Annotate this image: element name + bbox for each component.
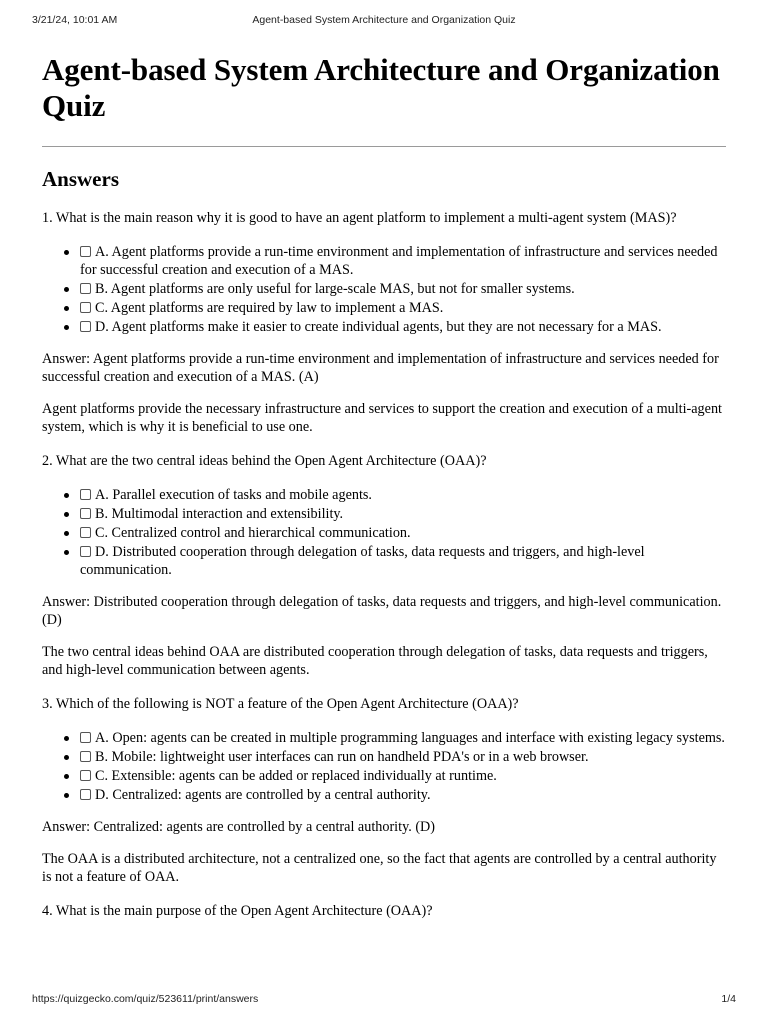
- option-item: [80, 767, 726, 785]
- print-header: [0, 14, 768, 30]
- checkbox[interactable]: [80, 732, 91, 743]
- option-label: B. Multimodal interaction and extensibility.: [95, 506, 344, 522]
- option-item: [80, 280, 726, 298]
- checkbox[interactable]: [80, 489, 91, 500]
- checkbox[interactable]: [80, 546, 91, 557]
- option-label: C. Centralized control and hierarchical communication.: [95, 525, 411, 541]
- print-footer: [0, 993, 768, 1009]
- checkbox[interactable]: [80, 770, 91, 781]
- page-title: Agent-based System Architecture and Organization Quiz: [42, 52, 720, 123]
- explanation-text: Agent platforms provide the necessary infrastructure and services to support the creation and execution of a multi-agent system, which is why it is beneficial to use one.: [42, 401, 722, 435]
- answer-text: Answer: Agent platforms provide a run-time environment and implementation of infrastructure and services needed for successful creation and execution of a MAS. (A): [42, 351, 719, 385]
- checkbox[interactable]: [80, 789, 91, 800]
- option-label: B. Agent platforms are only useful for large-scale MAS, but not for smaller systems.: [95, 281, 575, 297]
- explanation-text: The two central ideas behind OAA are distributed cooperation through delegation of tasks, data requests and triggers, and high-level communication between agents.: [42, 644, 708, 678]
- checkbox[interactable]: [80, 283, 91, 294]
- option-label: A. Open: agents can be created in multiple programming languages and interface with existing legacy systems.: [95, 730, 725, 746]
- option-label: A. Agent platforms provide a run-time environment and implementation of infrastructure and services needed for successful creation and execution of a MAS.: [80, 244, 718, 278]
- section-heading: Answers: [42, 167, 119, 191]
- checkbox[interactable]: [80, 302, 91, 313]
- option-item: [80, 543, 726, 579]
- explanation-text: The OAA is a distributed architecture, not a centralized one, so the fact that agents are controlled by a central authority is not a feature of OAA.: [42, 851, 717, 885]
- options-list: [42, 486, 726, 579]
- print-doc-title: Agent-based System Architecture and Organization Quiz: [252, 14, 516, 26]
- question-block: [42, 209, 726, 436]
- question-text: 2. What are the two central ideas behind the Open Agent Architecture (OAA)?: [42, 453, 487, 469]
- option-label: B. Mobile: lightweight user interfaces can run on handheld PDA's or in a web browser.: [95, 749, 589, 765]
- option-label: A. Parallel execution of tasks and mobile agents.: [95, 487, 372, 503]
- page-indicator: 1/4: [721, 993, 736, 1005]
- answer-text: Answer: Distributed cooperation through delegation of tasks, data requests and triggers, and high-level communication. (D): [42, 594, 722, 628]
- question-text: 1. What is the main reason why it is good to have an agent platform to implement a multi-agent system (MAS)?: [42, 210, 677, 226]
- option-item: [80, 299, 726, 317]
- option-label: D. Centralized: agents are controlled by a central authority.: [95, 787, 431, 803]
- print-datetime: 3/21/24, 10:01 AM: [32, 14, 118, 26]
- title-divider: [42, 146, 726, 147]
- answer-text: Answer: Centralized: agents are controlled by a central authority. (D): [42, 819, 436, 835]
- question-block: [42, 452, 726, 679]
- option-label: D. Agent platforms make it easier to create individual agents, but they are not necessary for a MAS.: [95, 319, 662, 335]
- option-item: [80, 486, 726, 504]
- question-text: 4. What is the main purpose of the Open Agent Architecture (OAA)?: [42, 903, 433, 919]
- option-item: [80, 505, 726, 523]
- checkbox[interactable]: [80, 246, 91, 257]
- checkbox[interactable]: [80, 527, 91, 538]
- print-url: https://quizgecko.com/quiz/523611/print/answers: [32, 993, 259, 1005]
- option-label: D. Distributed cooperation through delegation of tasks, data requests and triggers, and high-level communication.: [80, 544, 645, 578]
- option-item: [80, 524, 726, 542]
- question-block: [42, 695, 726, 886]
- question-block: [42, 902, 726, 920]
- option-item: [80, 318, 726, 336]
- option-label: C. Agent platforms are required by law to implement a MAS.: [95, 300, 444, 316]
- option-item: [80, 786, 726, 804]
- checkbox[interactable]: [80, 751, 91, 762]
- question-text: 3. Which of the following is NOT a feature of the Open Agent Architecture (OAA)?: [42, 696, 519, 712]
- option-label: C. Extensible: agents can be added or replaced individually at runtime.: [95, 768, 497, 784]
- options-list: [42, 729, 726, 804]
- option-item: [80, 243, 726, 279]
- options-list: [42, 243, 726, 336]
- option-item: [80, 748, 726, 766]
- option-item: [80, 729, 726, 747]
- document-page: [42, 52, 726, 920]
- checkbox[interactable]: [80, 508, 91, 519]
- checkbox[interactable]: [80, 321, 91, 332]
